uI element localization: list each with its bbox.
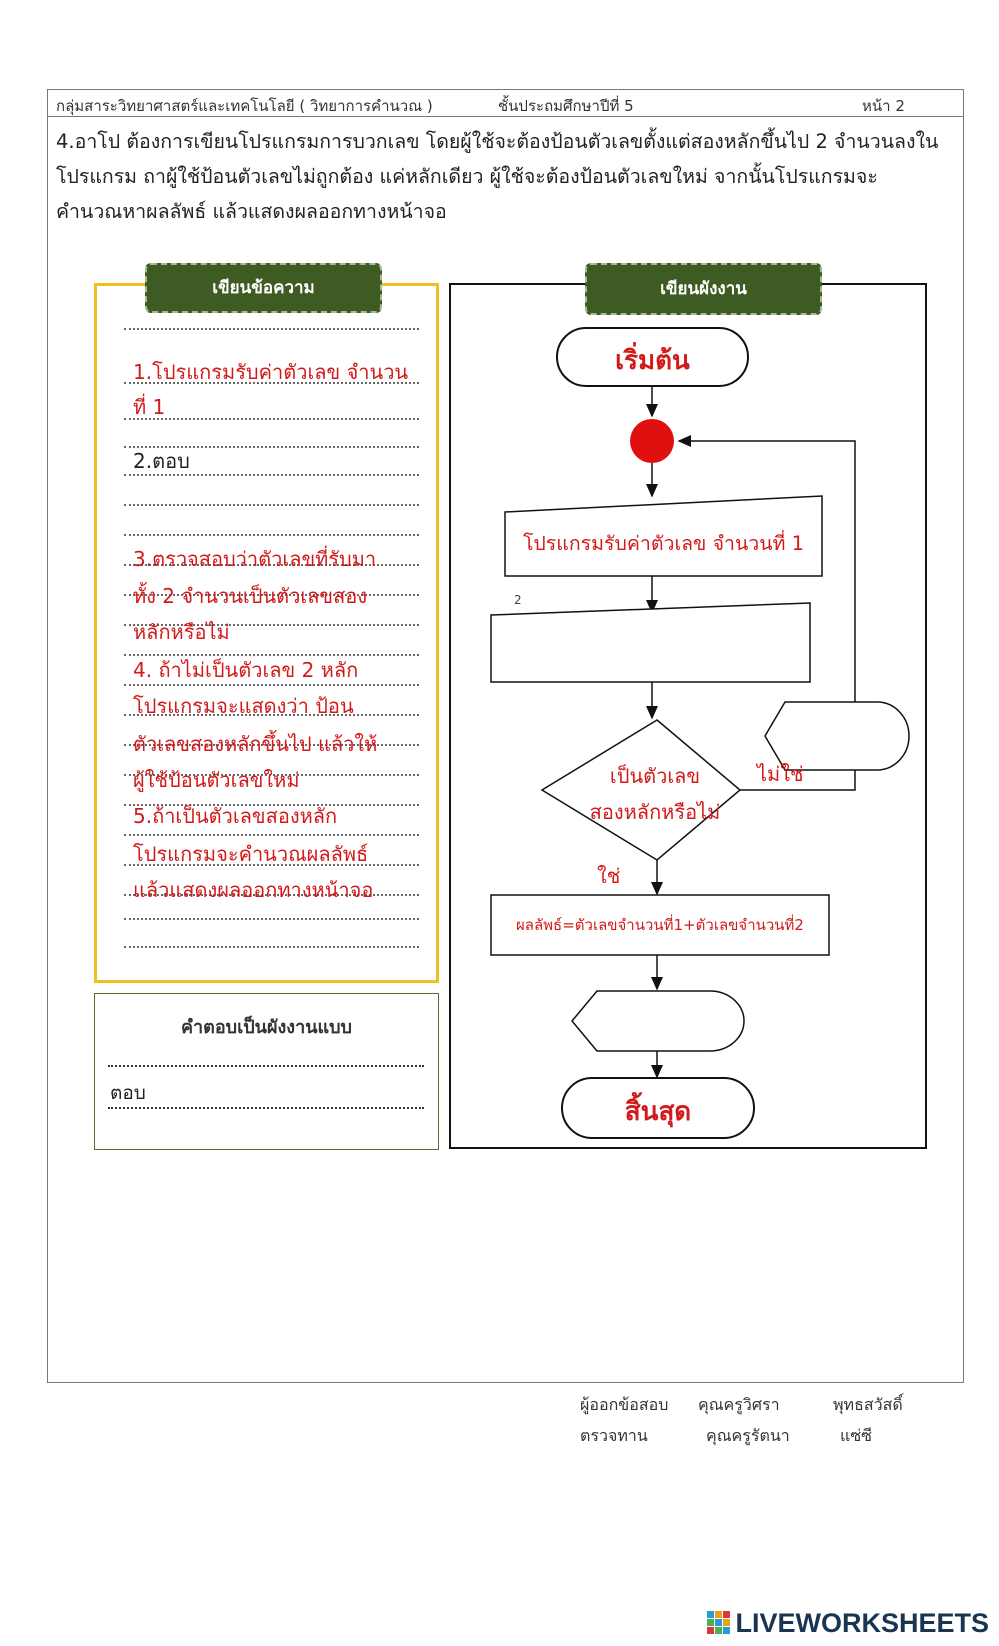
answer-step-5-cont[interactable]: แล้วแสดงผลออกทางหน้าจอ	[133, 878, 374, 902]
type-answer-label: ตอบ	[110, 1082, 146, 1104]
question-line: โปรแกรม ถาผู้ใช้ป้อนตัวเลขไม่ถูกต้อง แค่หลักเดียว ผู้ใช้จะต้องป้อนตัวเลขใหม่ จากนั้นโปรแกรมจะ	[56, 165, 878, 188]
question-line: 4.อาโป ต้องการเขียนโปรแกรมการบวกเลข โดยผู้ใช้จะต้องป้อนตัวเลขตั้งแต่สองหลักขึ้นไป 2 จำนวนลงใน	[56, 130, 939, 153]
answer-step-1[interactable]: 1.โปรแกรมรับค่าตัวเลข จำนวน	[133, 360, 409, 384]
author-label: ผู้ออกข้อสอบ	[580, 1395, 669, 1414]
page-number: หน้า 2	[862, 97, 905, 115]
answer-step-5[interactable]: 5.ถ้าเป็นตัวเลขสองหลัก	[133, 804, 338, 828]
decision-line: เป็นตัวเลข	[609, 764, 701, 788]
process-label: ผลลัพธ์=ตัวเลขจำนวนที่1+ตัวเลขจำนวนที่2	[516, 916, 804, 934]
answer-step-3-cont[interactable]: หลักหรือไม่	[133, 620, 230, 644]
answer-step-4[interactable]: 4. ถ้าไม่เป็นตัวเลข 2 หลัก	[133, 658, 359, 682]
end-label: สิ้นสุด	[624, 1097, 692, 1127]
decision-line: สองหลักหรือไม่	[589, 800, 721, 824]
answer-step-4-cont[interactable]: ตัวเลขสองหลักขึ้นไป แล้วให้	[133, 732, 378, 756]
flowchart-panel-title: เขียนผังงาน	[585, 263, 822, 315]
question-line: คำนวณหาผลลัพธ์ แล้วแสดงผลออกทางหน้าจอ	[56, 200, 447, 223]
decision-label	[560, 758, 750, 830]
input-1-label: โปรแกรมรับค่าตัวเลข จำนวนที่ 1	[522, 532, 805, 555]
answer-step-5-cont[interactable]: โปรแกรมจะคำนวณผลลัพธ์	[133, 842, 369, 866]
logo-icon	[707, 1611, 731, 1635]
display-shape[interactable]	[572, 991, 744, 1051]
reviewer-name: คุณครูรัตนา	[706, 1426, 790, 1445]
start-label: เริ่มต้น	[615, 346, 690, 376]
liveworksheets-logo[interactable]	[707, 1608, 989, 1639]
loop-connector	[630, 419, 674, 463]
answer-step-4-cont[interactable]: ผู้ใช้ป้อนตัวเลขใหม่	[133, 768, 300, 792]
answer-step-3-cont[interactable]: ทั้ง 2 จำนวนเป็นตัวเลขสอง	[133, 584, 368, 608]
author-name: คุณครูวิศรา	[698, 1395, 780, 1414]
answer-step-1-cont[interactable]: ที่ 1	[133, 395, 166, 419]
reviewer-label: ตรวจทาน	[580, 1426, 648, 1445]
answer-step-3[interactable]: 3.ตรวจสอบว่าตัวเลขที่รับมา	[133, 547, 377, 571]
reviewer-surname: แซ่ซี	[840, 1426, 873, 1445]
flowchart-type-title: คำตอบเป็นผังงานแบบ	[181, 1017, 352, 1038]
subject-header: กลุ่มสาระวิทยาศาสตร์และเทคโนโลยี ( วิทยาการคำนวณ )	[56, 97, 433, 115]
step-mark: 2	[514, 593, 522, 607]
text-panel-title: เขียนข้อความ	[145, 263, 382, 313]
answer-step-2[interactable]: 2.ตอบ	[133, 449, 190, 473]
logo-text: LIVEWORKSHEETS	[735, 1608, 989, 1638]
no-label: ไม่ใช่	[757, 762, 804, 786]
answer-step-4-cont[interactable]: โปรแกรมจะแสดงว่า ป้อน	[133, 694, 354, 718]
grade-header: ชั้นประถมศึกษาปีที่ 5	[498, 97, 634, 115]
author-surname: พุทธสวัสดิ์	[833, 1395, 903, 1414]
yes-label: ใช่	[597, 864, 621, 888]
input-2-shape[interactable]	[491, 603, 810, 682]
